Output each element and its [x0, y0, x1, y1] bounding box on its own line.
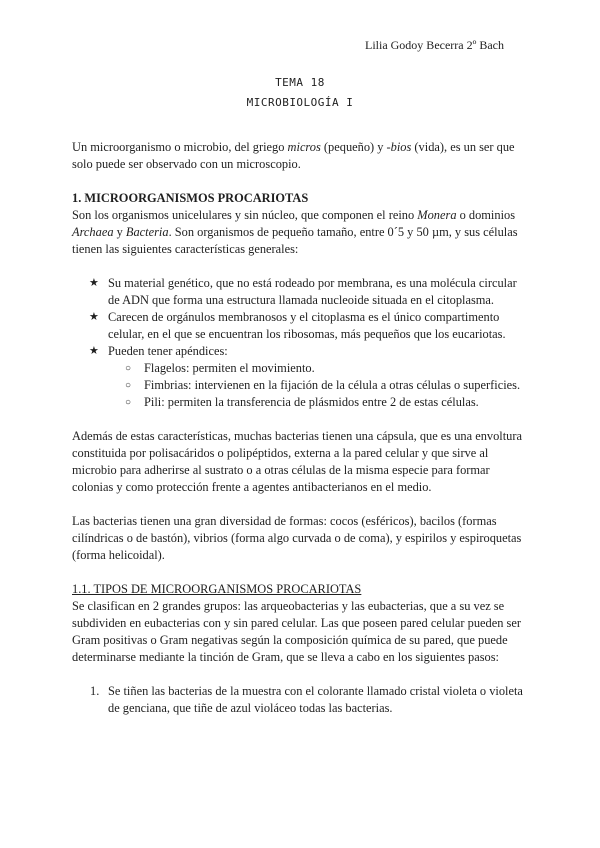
document-title [0, 73, 600, 113]
sublist-item: ○ Flagelos: permiten el movimiento. [125, 361, 315, 375]
list-item: ★ Su material genético, que no está rodeado por membrana, es una molécula circular de ADN que forma una estructura llamada nucleoide situada en el citoplasma. [89, 276, 517, 307]
section-1-1-heading: 1.1. TIPOS DE MICROORGANISMOS PROCARIOTAS [72, 582, 362, 596]
section-1-paragraph: Son los organismos unicelulares y sin núcleo, que componen el reino Monera o dominios Archaea y Bacteria. Son organismos de pequeño tamaño, entre 0´5 y 50 µm, y sus células tienen las siguientes características generales: [72, 208, 518, 256]
author-header: Lilia Godoy Becerra 2º Bach [364, 38, 504, 52]
intro-paragraph: Un microorganismo o microbio, del griego micros (pequeño) y -bios (vida), es un ser que solo puede ser observado con un microscopio. [72, 140, 515, 171]
sublist-item: ○ Pili: permiten la transferencia de plásmidos entre 2 de estas células. [125, 395, 479, 409]
title-line-1: TEMA 18 [275, 76, 325, 89]
circle-bullet-icon: ○ [125, 363, 132, 374]
section-1-1-paragraph: Se clasifican en 2 grandes grupos: las arqueobacterias y las eubacterias, que a su vez se subdividen en eubacterias con y sin pared celular. Las que poseen pared celular pueden ser Gram positivas o Gram negativas según la composición química de su pared, que puede determinarse mediante la tinción de Gram, que se lleva a cabo en los siguientes pasos: [72, 599, 521, 664]
list-item: ★ Pueden tener apéndices: ○ Flagelos: permiten el movimiento. ○ Fimbrias: intervienen en la fijación de la célula a otras células o superficies. ○ Pili: permiten la transferencia de plásmidos entre 2 de estas células. [72, 343, 527, 411]
gram-steps-list [72, 683, 527, 717]
star-bullet-icon: ★ [89, 345, 99, 357]
capsule-paragraph: Además de estas características, muchas bacterias tienen una cápsula, que es una envoltura constituida por polisacáridos o polipéptidos, externa a la pared celular y que sirve al microbio para adherirse al sustrato o a otras células de la misma especie para formar colonias y como protección frente a agentes antibacterianos en el medio. [72, 429, 523, 494]
characteristics-list [72, 275, 527, 411]
appendages-sublist [108, 360, 527, 411]
shapes-paragraph: Las bacterias tienen una gran diversidad de formas: cocos (esféricos), bacilos (formas cilíndricas o de bastón), vibrios (forma algo curvada o de coma), y espirilos y espiroquetas (forma helicoidal). [72, 514, 522, 562]
star-bullet-icon: ★ [89, 277, 99, 289]
document-body [72, 139, 527, 717]
sublist-item: ○ Fimbrias: intervienen en la fijación de la célula a otras células o superficies. [125, 378, 521, 392]
circle-bullet-icon: ○ [125, 397, 132, 408]
step-number: 1. [90, 684, 100, 698]
list-item: ★ Carecen de orgánulos membranosos y el citoplasma es el único compartimento celular, en el que se encuentran los ribosomas, más pequeños que los eucariotas. [89, 310, 506, 341]
list-item: 1. Se tiñen las bacterias de la muestra con el colorante llamado cristal violeta o violeta de genciana, que tiñe de azul violáceo todas las bacterias. [90, 684, 523, 715]
star-bullet-icon: ★ [89, 311, 99, 323]
section-1-heading: 1. MICROORGANISMOS PROCARIOTAS [72, 191, 309, 205]
title-line-2: MICROBIOLOGÍA I [246, 96, 354, 109]
circle-bullet-icon: ○ [125, 380, 132, 391]
